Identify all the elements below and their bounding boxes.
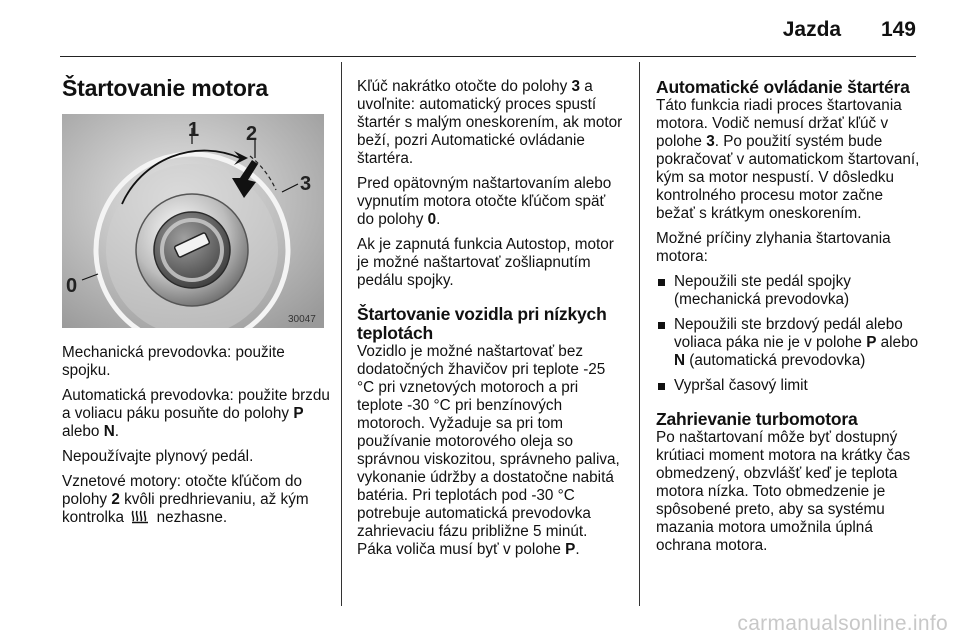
no-accelerator-note: Nepoužívajte plynový pedál. [62,448,254,465]
column-divider-2 [639,62,640,606]
section-heading-turbo-warmup: Zahrievanie turbomotora [656,409,858,429]
auto-starter-text: Táto funkcia riadi proces štartovania motora. Vodič nemusí držať kľúč v polohe 3. Po použití systém bude pokračovať v automatickom štartovaní, kým sa motor nespustí. V dôsledku kontrolného procesu motor začne bežať s krátkym oneskorením. [656,97,920,222]
restart-note: Pred opätovným naštartovaním alebo vypnutím motora otočte kľúčom späť do polohy 0. [357,175,612,228]
column-3 [656,78,924,562]
list-item: Nepoužili ste brzdový pedál alebo voliaca páka nie je v polohe P alebo N (automatická prevodovka) [656,316,924,370]
cold-start-text: Vozidlo je možné naštartovať bez dodatočných žhavičov pri teplote -25 °C pri vznetových motoroch a pri teplote -30 °C pri benzínových motoroch. Vyžaduje sa pri tom používanie motorového oleja so správnou viskozitou, správneho paliva, vykonanie údržby a dostatočne nabitá batéria. Pri teplotách pod -30 °C potrebuje automatická prevodovka zahrievaciu fázu približne 5 minút. Páka voliča musí byť v polohe P. [357,343,620,558]
failure-causes-list [656,273,924,395]
list-item: Vypršal časový limit [656,377,924,395]
diesel-preheat-note: Vznetové motory: otočte kľúčom do polohy 2 kvôli predhrievaniu, až kým kontrolka nezhasne. [62,473,309,526]
turn-to-start-note: Kľúč nakrátko otočte do polohy 3 a uvoľnite: automatický proces spustí štartér s malým oneskorením, ak motor beží, pozri Automatické ovládanie štartéra. [357,78,623,167]
turbo-warmup-text: Po naštartovaní môže byť dostupný krútiaci moment motora na krátky čas obmedzený, obzvlášť keď je teplota motora nízka. Toto obmedzenie je spôsobené preto, aby sa systému mazania motora umožnila úplná ochrana motora. [656,429,911,554]
ignition-switch-illustration [62,114,324,328]
position-label-2: 2 [246,123,258,145]
column-divider-1 [341,62,342,606]
watermark: carmanualsonline.info [737,612,948,635]
position-label-1: 1 [188,119,200,141]
column-1 [62,74,332,534]
column-2 [357,78,625,566]
section-heading-cold-start: Štartovanie vozidla pri nízkych teplotách [357,304,607,343]
position-label-3: 3 [300,173,312,195]
automatic-transmission-note: Automatická prevodovka: použite brzdu a voliacu páku posuňte do polohy P alebo N. [62,387,330,440]
page-header [783,18,916,42]
section-title: Jazda [782,18,842,41]
section-heading-auto-starter: Automatické ovládanie štartéra [656,77,910,97]
header-rule [60,56,916,57]
position-label-0: 0 [66,275,78,297]
page-number: 149 [880,18,916,41]
failure-causes-intro: Možné príčiny zlyhania štartovania motora: [656,230,891,265]
figure-id: 30047 [288,314,316,325]
list-item: Nepoužili ste pedál spojky (mechanická prevodovka) [656,273,924,309]
manual-transmission-note: Mechanická prevodovka: použite spojku. [62,344,285,379]
autostop-note: Ak je zapnutá funkcia Autostop, motor je možné naštartovať zošliapnutím pedálu spojky. [357,236,614,289]
section-heading-starting-engine: Štartovanie motora [62,75,269,101]
glow-plug-icon [131,509,149,524]
ignition-switch-drawing [62,114,324,328]
